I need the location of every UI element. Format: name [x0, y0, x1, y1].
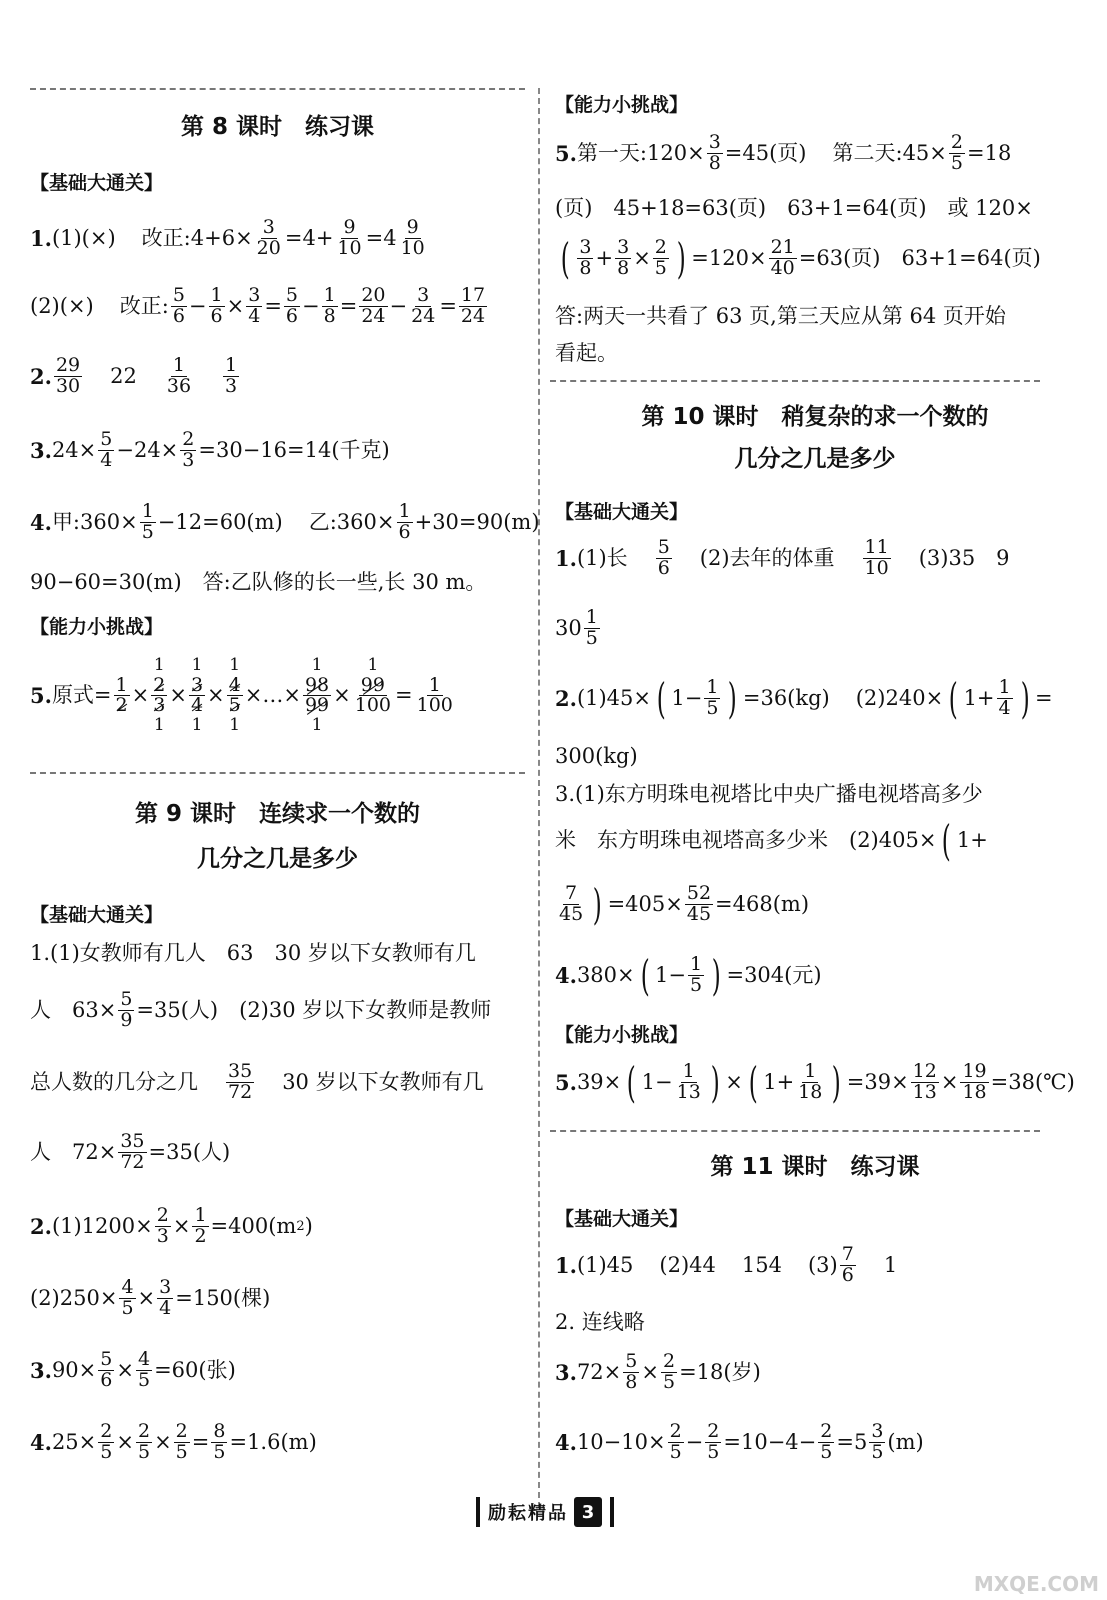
l10-q2-2: 300(kg)	[555, 744, 638, 768]
l8-q2: 2. 29 30 22 1 36 1 3	[30, 354, 238, 397]
l10-q4: 4. 380× ( 1− 1 5 ) =304(元)	[555, 950, 822, 1000]
l8-q5: 5. 原式= 1 2 × 1 2 3 1 × 1 3 4 1 × 1 4 5 1 ×…× 1 98 99 1 × 1 99 100 = 1 100	[30, 655, 453, 736]
l8-q1-1: 1. (1)(×) 改正:4+6× 3 20 =4+ 9 10 =4 9 10	[30, 216, 425, 259]
lesson10-title-1: 第 10 课时 稍复杂的求一个数的	[641, 404, 989, 430]
l11-q2: 2. 连线略	[555, 1310, 645, 1334]
l10-q5: 5. 39× ( 1− 1 13 ) × ( 1+ 1 18 ) =39× 12 13 × 19 18 =38(℃)	[555, 1057, 1075, 1107]
l9-q4: 4. 25× 2 5 × 2 5 × 2 5 = 8 5 =1.6(m)	[30, 1420, 317, 1463]
l8-q3: 3. 24× 5 4 −24× 2 3 =30−16=14(千克)	[30, 428, 390, 471]
lesson10-title-2: 几分之几是多少	[734, 446, 896, 472]
lesson11-basic-heading: 【基础大通关】	[555, 1208, 689, 1230]
footer-bar	[476, 1497, 480, 1527]
l9-q2-1: 2. (1)1200× 2 3 × 1 2 =400(m 2 )	[30, 1204, 313, 1247]
dashed-rule	[30, 88, 525, 90]
watermark: MXQE.COM	[973, 1572, 1099, 1596]
l9-q1-2: 人 63× $\frac{5}{9}$ =35(人) (2)30 岁以下女教师是教师	[30, 988, 492, 1031]
l10-q2-1: 2. (1)45× ( 1− 1 5 ) =36(kg) (2)240× ( 1+ 1 4 ) =	[555, 673, 1053, 723]
l9-q2-2: (2)250× 4 5 × 3 4 =150(棵)	[30, 1276, 271, 1319]
l11-q1: 1. (1)45 (2)44 154 (3) 7 6 1	[555, 1243, 898, 1286]
l10-q3-1: 3.(1)东方明珠电视塔比中央广播电视塔高多少	[555, 782, 983, 806]
lesson8-title: 第 8 课时 练习课	[180, 114, 375, 140]
l9-q1-1: 1.(1)女教师有几人 63 30 岁以下女教师有几	[30, 941, 476, 965]
footer-bar	[610, 1497, 614, 1527]
l9-q1-3: 总人数的几分之几 35 72 30 岁以下女教师有几	[30, 1060, 484, 1103]
page-number: 3	[574, 1497, 602, 1527]
l8-q1-2: (2)(×) 改正: 5 6 − 1 6 × 3 4 = 5 6 − 1 8 = 20 24 − 3 24 = 17 24	[30, 284, 486, 327]
lesson9-title-1: 第 9 课时 连续求一个数的	[134, 801, 421, 827]
lesson9-basic-heading: 【基础大通关】	[30, 904, 164, 926]
lesson10-challenge-heading: 【能力小挑战】	[555, 1024, 689, 1046]
l10-q1-2: 30 1 5	[555, 606, 598, 649]
l8-q4: 4. 甲:360× 1 5 −12=60(m) 乙:360× 1 6 +30=90(m)	[30, 500, 540, 543]
chal-heading: 【能力小挑战】	[555, 94, 689, 116]
l11-q3: 3. 72× 5 8 × 2 5 =18(岁)	[555, 1350, 761, 1393]
lesson10-basic-heading: 【基础大通关】	[555, 501, 689, 523]
q5-line3: ( 3 8 + 3 8 × 2 5 ) =120× 21 40 =63(页) 63+1=64(页)	[560, 233, 1041, 283]
lesson8-basic-heading: 【基础大通关】	[30, 172, 164, 194]
l9-q3: 3. 90× 5 6 × 4 5 =60(张)	[30, 1348, 236, 1391]
l10-q1-1: 1. (1)长 5 6 (2)去年的体重 11 10 (3)35 9	[555, 536, 1010, 579]
column-divider	[538, 88, 540, 1508]
lesson8-challenge-heading: 【能力小挑战】	[30, 616, 164, 638]
l8-q4-2: 90−60=30(m) 答:乙队修的长一些,长 30 m。	[30, 570, 487, 594]
lesson9-title-2: 几分之几是多少	[197, 846, 358, 872]
dashed-rule	[550, 1130, 1040, 1132]
l10-q3-2: 米 东方明珠电视塔高多少米 (2)405× ( 1+	[555, 816, 988, 865]
footer-brand: 励耘精品	[488, 1503, 568, 1524]
q5-answer-2: 看起。	[555, 341, 618, 365]
q5-line2: (页) 45+18=63(页) 63+1=64(页) 或 120×	[555, 196, 1033, 220]
q5-line1: 5. 第一天:120× 3 8 =45(页) 第二天:45× 2 5 =18	[555, 131, 1012, 174]
dashed-rule	[550, 380, 1040, 382]
l9-q1-4: 人 72× $\frac{35}{72}$ =35(人)	[30, 1130, 231, 1173]
page-footer	[455, 1492, 635, 1532]
l11-q4: 4. 10−10× 2 5 − 2 5 =10−4− 2 5 =5 3 5 (m)	[555, 1420, 924, 1463]
dashed-rule	[30, 772, 525, 774]
l10-q3-3: 7 45 ) =405× 52 45 =468(m)	[559, 879, 810, 929]
lesson11-title: 第 11 课时 练习课	[710, 1154, 920, 1180]
q5-answer-1: 答:两天一共看了 63 页,第三天应从第 64 页开始	[555, 304, 1006, 328]
